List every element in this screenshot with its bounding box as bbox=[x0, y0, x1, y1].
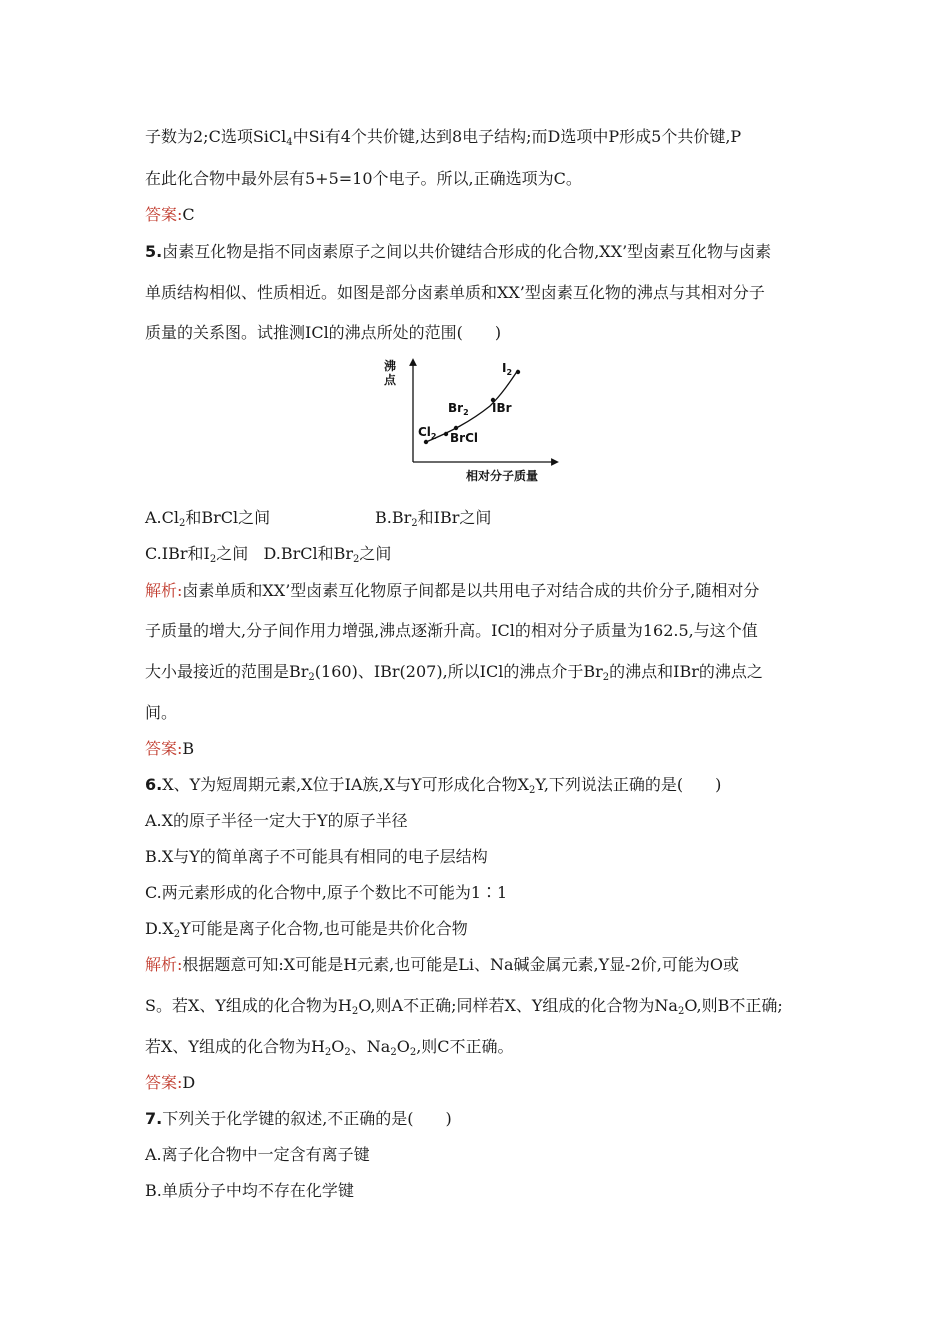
y-axis-label-bottom: 点 bbox=[384, 373, 397, 387]
q6-option-a: A.X的原子半径一定大于Y的原子半径 bbox=[145, 811, 408, 830]
q6-analysis-line-3: 若X、Y组成的化合物为$H_2O_2$、$Na_2O_2$,则C不正确。 bbox=[145, 1037, 514, 1058]
q6-answer: 答案:D bbox=[145, 1073, 196, 1092]
q5-analysis-line-2: 子质量的增大,分子间作用力增强,沸点逐渐升高。ICl的相对分子质量为162.5,与这个值 bbox=[145, 621, 758, 640]
label-brcl: BrCl bbox=[450, 431, 478, 445]
q5-stem-line-3: 质量的关系图。试推测ICl的沸点所处的范围( ) bbox=[145, 323, 502, 342]
label-cl2: $Cl_2$ bbox=[418, 425, 437, 441]
q6-analysis-line-1: 解析:根据题意可知:X可能是H元素,也可能是Li、Na碱金属元素,Y显-2价,可能为O或 bbox=[145, 955, 739, 974]
q4-explanation-line-1: 子数为2;C选项SiCl$_4$中Si有4个共价键,达到8电子结构;而D选项中P形成5个共价键,P bbox=[145, 127, 742, 148]
q6-stem: 6.X、Y为短周期元素,X位于ⅠA族,X与Y可形成化合物$X_2Y$,下列说法正确的是( ) bbox=[145, 775, 722, 796]
q5-stem-line-2: 单质结构相似、性质相近。如图是部分卤素单质和XX’型卤素互化物的沸点与其相对分子 bbox=[145, 283, 765, 302]
q6-option-b: B.X与Y的简单离子不可能具有相同的电子层结构 bbox=[145, 847, 488, 866]
q5-answer: 答案:B bbox=[145, 739, 195, 758]
point-brcl bbox=[444, 432, 448, 436]
q5-options-cd: C.IBr和$I_2$之间 D.BrCl和$Br_2$之间 bbox=[145, 544, 392, 565]
label-br2: $Br_2$ bbox=[448, 401, 469, 417]
x-axis-label: 相对分子质量 bbox=[466, 469, 539, 483]
q5-analysis-line-4: 间。 bbox=[145, 703, 178, 722]
q6-analysis-line-2: S。若X、Y组成的化合物为$H_2O$,则A不正确;同样若X、Y组成的化合物为$Na_2O$,则B不正确; bbox=[145, 996, 783, 1017]
q6-option-c: C.两元素形成的化合物中,原子个数比不可能为1∶1 bbox=[145, 883, 508, 902]
y-axis-label-top: 沸 bbox=[384, 359, 397, 373]
point-i2 bbox=[516, 370, 520, 374]
q4-explanation-line-2: 在此化合物中最外层有5+5=10个电子。所以,正确选项为C。 bbox=[145, 169, 582, 188]
q7-option-a: A.离子化合物中一定含有离子键 bbox=[145, 1145, 370, 1164]
q5-analysis-line-3: 大小最接近的范围是$Br_2(160)$、IBr(207),所以ICl的沸点介于$Br_2$的沸点和IBr的沸点之 bbox=[145, 662, 763, 683]
q7-option-b: B.单质分子中均不存在化学键 bbox=[145, 1181, 354, 1200]
label-ibr: IBr bbox=[492, 401, 512, 415]
label-i2: $I_2$ bbox=[502, 361, 513, 377]
q5-stem-line-1: 5.卤素互化物是指不同卤素原子之间以共价键结合形成的化合物,XX’型卤素互化物与卤素 bbox=[145, 242, 772, 261]
point-br2 bbox=[454, 426, 458, 430]
q6-option-d: $D.X_2Y$可能是离子化合物,也可能是共价化合物 bbox=[145, 919, 468, 940]
q5-option-a: $A.Cl_2$和BrCl之间 bbox=[145, 508, 271, 529]
q5-option-b: $B.Br_2$和IBr之间 bbox=[375, 508, 492, 529]
boiling-point-figure bbox=[380, 350, 580, 490]
point-cl2 bbox=[424, 440, 428, 444]
q7-stem: 7.下列关于化学键的叙述,不正确的是( ) bbox=[145, 1109, 452, 1128]
q5-analysis-line-1: 解析:卤素单质和XX’型卤素互化物原子间都是以共用电子对结合成的共价分子,随相对分 bbox=[145, 581, 760, 600]
q4-answer: 答案:C bbox=[145, 205, 195, 224]
